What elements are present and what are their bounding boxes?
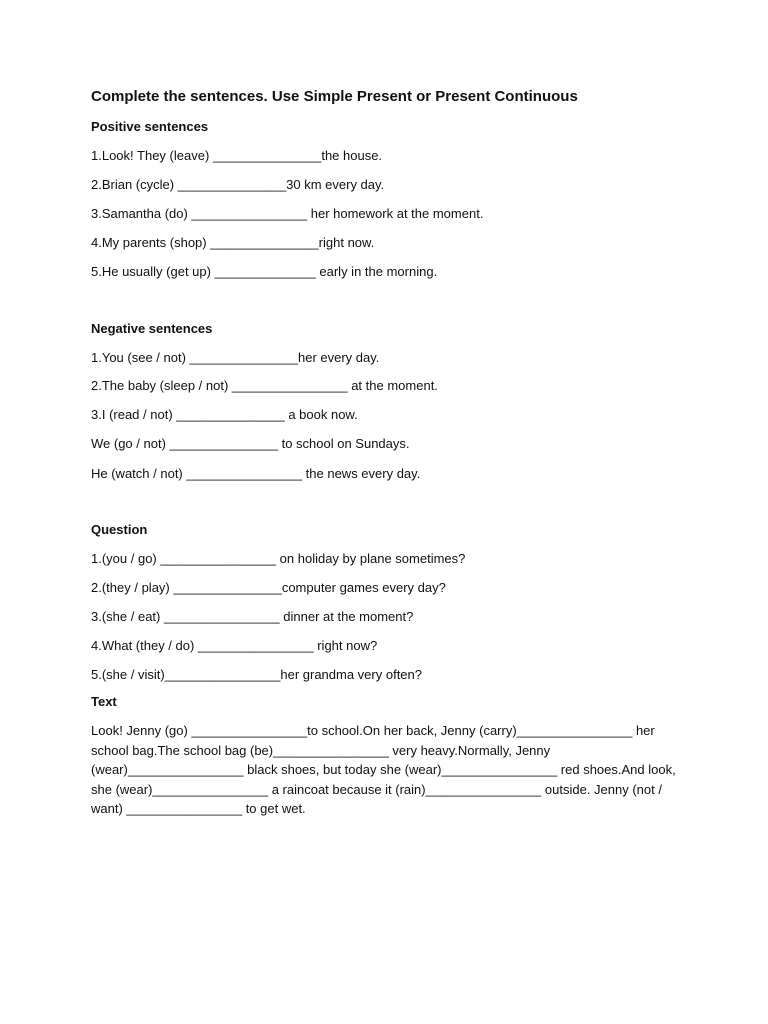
question-heading: Question: [91, 522, 148, 537]
negative-item-3: 3.I (read / not) _______________ a book now.: [91, 407, 358, 422]
negative-item-4: We (go / not) _______________ to school on Sundays.: [91, 436, 410, 451]
question-item-3: 3.(she / eat) ________________ dinner at the moment?: [91, 609, 414, 624]
positive-item-1: 1.Look! They (leave) _______________the house.: [91, 148, 383, 163]
positive-heading: Positive sentences: [91, 119, 209, 134]
question-item-4: 4.What (they / do) ________________ right now?: [91, 638, 378, 653]
negative-item-5: He (watch / not) ________________ the news every day.: [91, 466, 421, 481]
positive-item-5: 5.He usually (get up) ______________ early in the morning.: [91, 264, 438, 279]
question-item-2: 2.(they / play) _______________computer games every day?: [91, 580, 446, 595]
positive-item-3: 3.Samantha (do) ________________ her homework at the moment.: [91, 206, 484, 221]
negative-item-1: 1.You (see / not) _______________her every day.: [91, 350, 380, 365]
positive-item-4: 4.My parents (shop) _______________right now.: [91, 235, 375, 250]
text-heading: Text: [91, 694, 117, 709]
text-paragraph: Look! Jenny (go) ________________to school.On her back, Jenny (carry)________________ her school bag.The school bag (be)________________ very heavy.Normally, Jenny (wear)________________ black shoes, but today she (wear)________________ red shoes.And look, she (wear)________________ a raincoat because it (rain)________________ outside. Jenny (not / want) ________________ to get wet.: [91, 723, 676, 816]
question-item-5: 5.(she / visit)________________her grandma very often?: [91, 667, 422, 682]
positive-item-2: 2.Brian (cycle) _______________30 km every day.: [91, 177, 385, 192]
negative-item-2: 2.The baby (sleep / not) ________________ at the moment.: [91, 378, 438, 393]
question-item-1: 1.(you / go) ________________ on holiday by plane sometimes?: [91, 551, 466, 566]
page-title: Complete the sentences. Use Simple Present or Present Continuous: [91, 88, 578, 105]
negative-heading: Negative sentences: [91, 321, 213, 336]
